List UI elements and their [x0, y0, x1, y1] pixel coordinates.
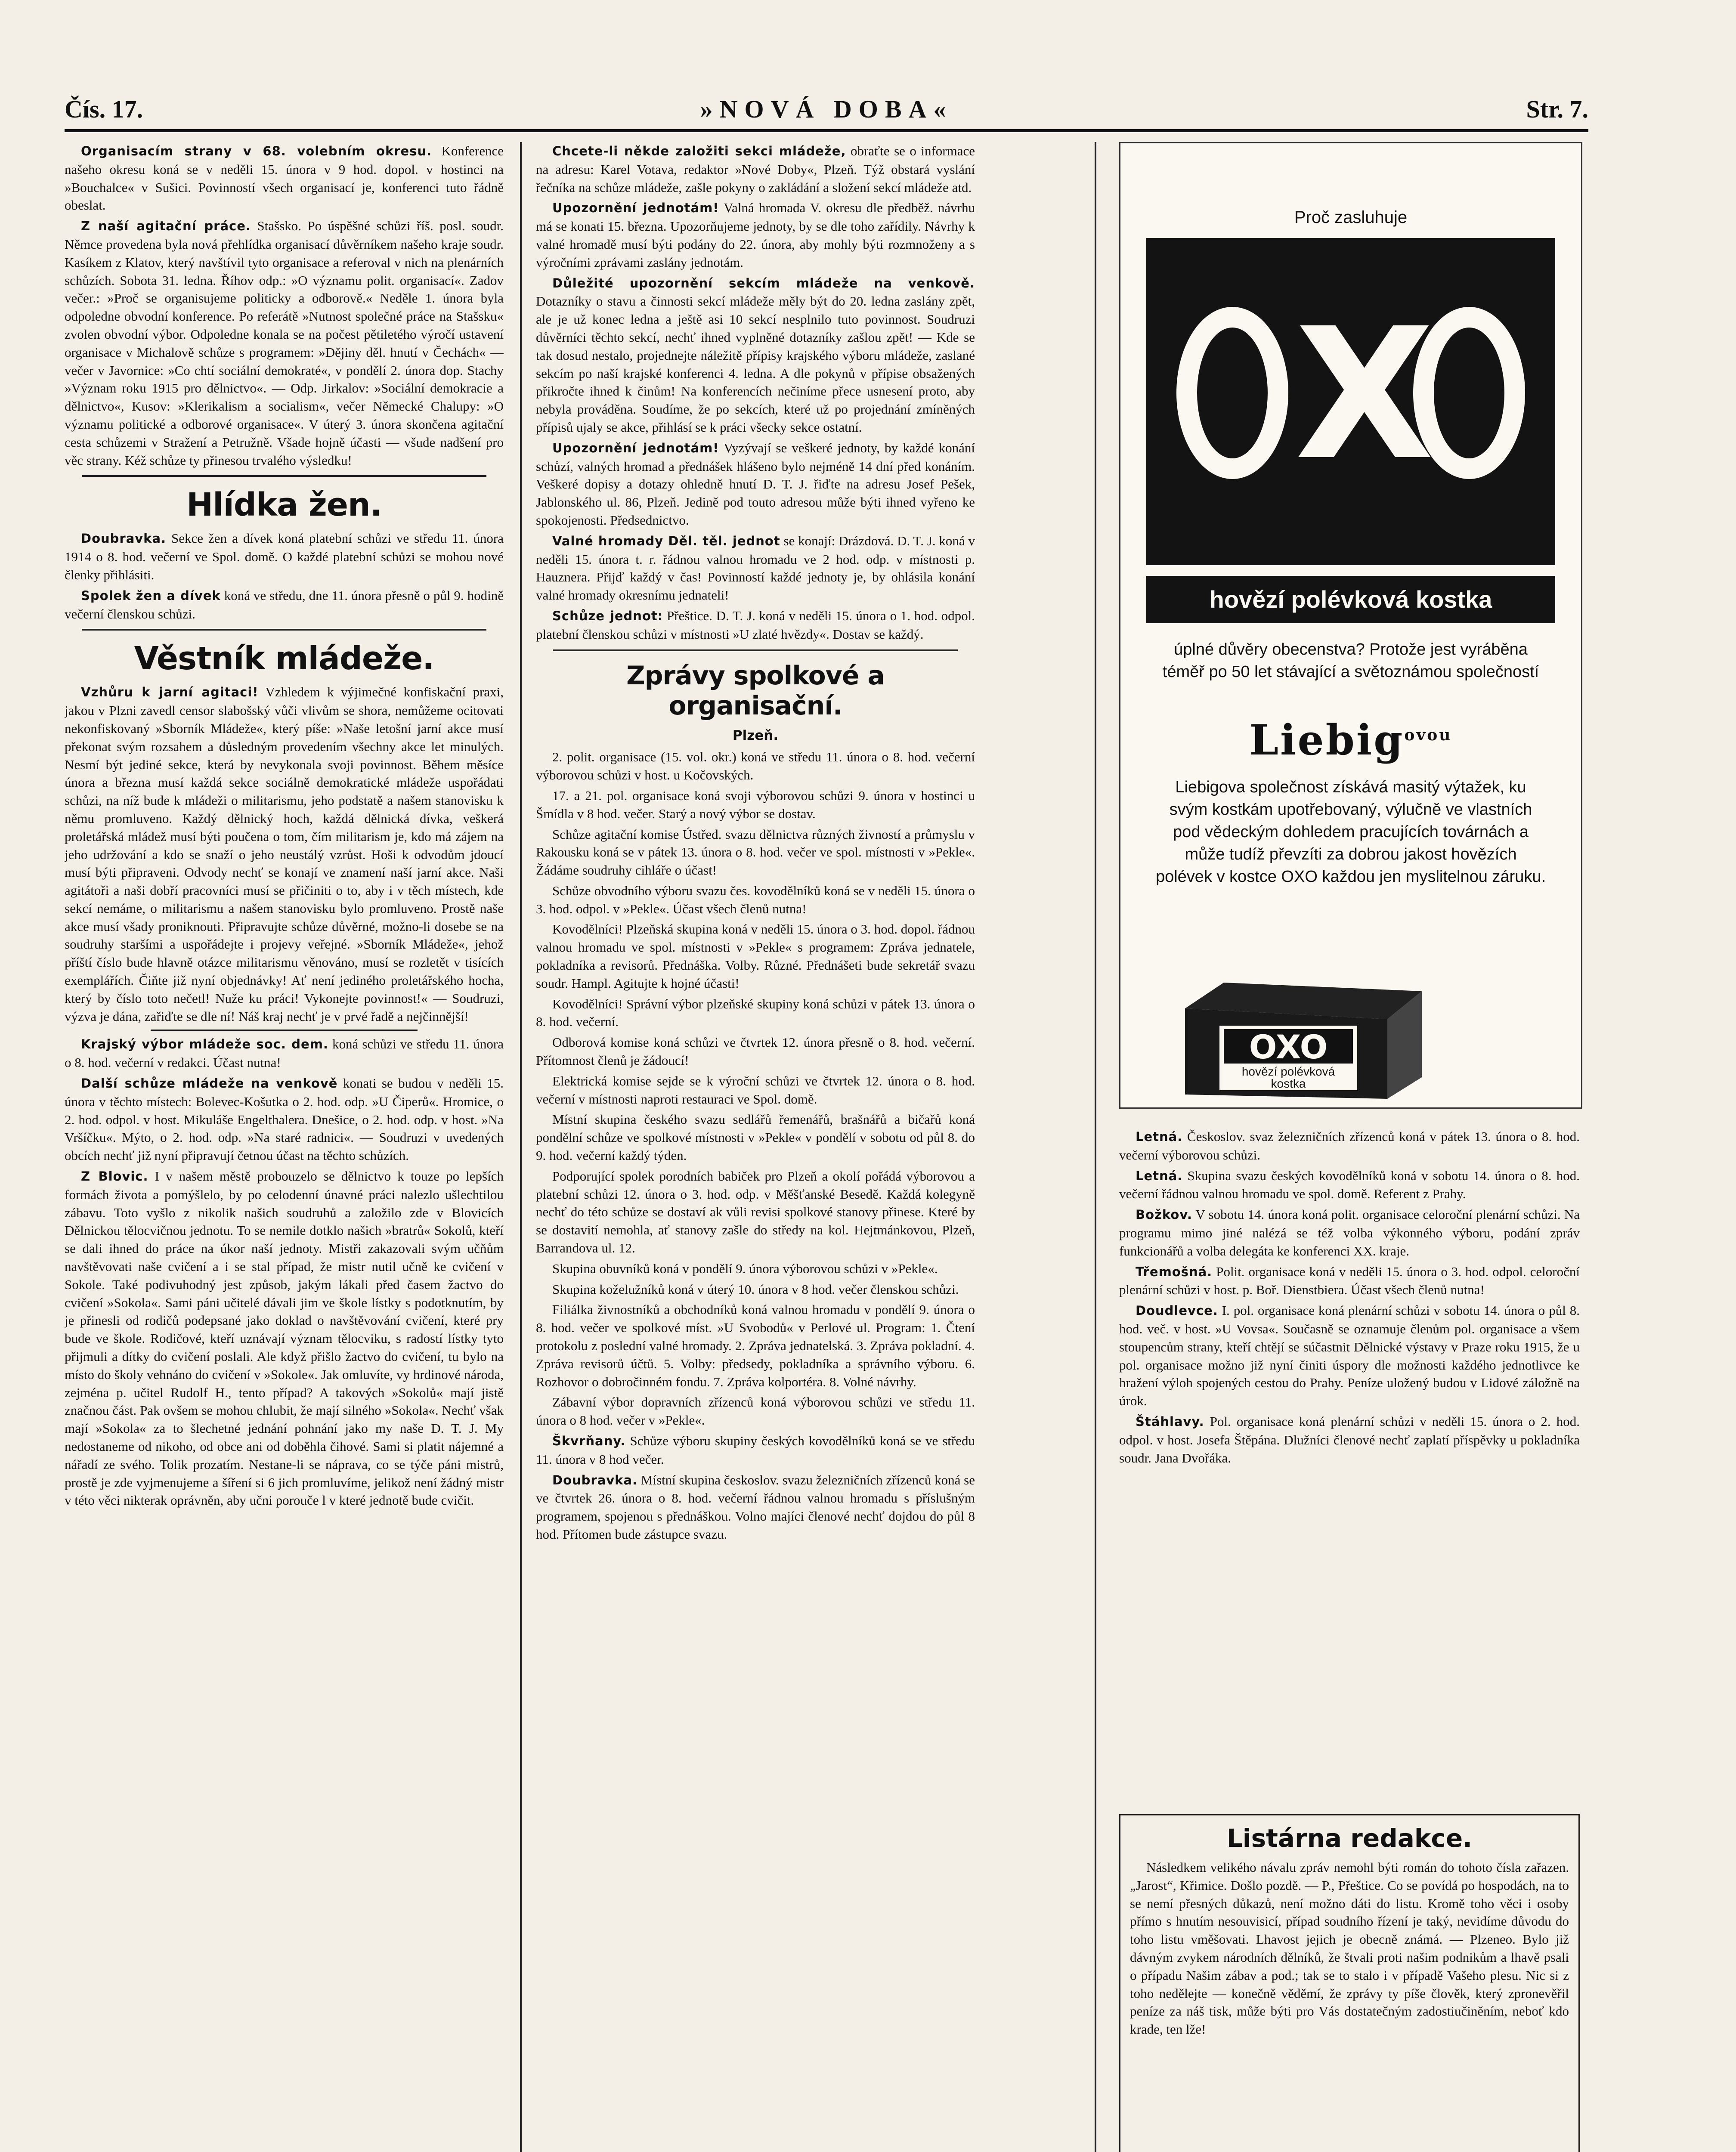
column-1: [65, 142, 504, 2152]
article: [1119, 1302, 1580, 1410]
article: [65, 1074, 504, 1165]
article-text: se konají: Drázdová. D. T. J. koná v neděli 15. února t. r. řádnou valnou hromadu ve 2 hod. odp. v místnosti p. Hauznera. Přijď každý v čas! Povinností každé jednoty je, by ohlásila konání valné hromady okresnímu jednateli!: [536, 533, 975, 603]
section-rule: [553, 649, 958, 651]
article: [65, 217, 504, 469]
article: [1119, 1206, 1580, 1260]
notice: Skupina koželužníků koná v úterý 10. února v 8 hod. večer členskou schůzi.: [552, 1281, 959, 1297]
notice: Podporující spolek porodních babiček pro Plzeň a okolí pořádá výborovou a platební schůzi 12. února o 3. hod. odp. v Měšťanské Besedě. Každá kolegyně nechť do této schůze se dostaví ak vůli revisi spolkové stanovy přinese. Které by se dostavití nemohla, ať stanovy zašle do středy na kol. Hejtmánkovou, Plzeň, Barrandova ul. 12.: [536, 1168, 975, 1256]
article-lead: Letná.: [1136, 1129, 1183, 1144]
maker-name: Liebig: [1249, 716, 1405, 764]
separator: [151, 1030, 418, 1031]
article-lead: Škvrňany.: [552, 1434, 626, 1448]
article-lead: Božkov.: [1136, 1207, 1192, 1222]
article-text: V sobotu 14. února koná polit. organisace celoroční plenární schůzi. Na programu mimo jiné nalézá se též volba výkonného výboru, podání zpráv funkcionářů a volba delegáta ke konferenci XX. kraje.: [1119, 1207, 1580, 1258]
article-text: Schůze výboru skupiny českých kovodělníků koná se ve středu 11. února v 8 hod večer.: [536, 1433, 975, 1467]
cube-drawing: [1172, 978, 1430, 1099]
section-heading-clubs: Zprávy spolkové a organisační.: [626, 660, 885, 721]
article: [536, 1432, 975, 1469]
section-rule: [82, 629, 486, 631]
editorial-letters-box: [1119, 1814, 1580, 2152]
article-text: Dotazníky o stavu a činnosti sekcí mládeže měly být do 20. ledna zaslány zpět, ale je už konec ledna a ještě asi 10 sekcí nesplnilo tuto povinnost. Soudruzi důvěrníci těchto sekcí, nechť ihned vyplněné dotazníky zašlou zpět! — Kde se tak dosud nestalo, projednejte náležitě přípisy krajského výboru mládeže, zaslané sekcím po naší krajské konferenci 4. ledna. A dle pokynů v přípise obsažených přikročte ihned k činům! Na konferencích nečiníme přece usnesení proto, aby nebyla prováděna. Soudíme, že po sekcích, které už po projednání zmíněných přípisů ujaly se akce, přihlásí se k práci všecky sekce ostatní.: [536, 294, 975, 435]
column-divider: [1095, 142, 1096, 2152]
letters-text: Následkem velikého návalu zpráv nemohl býti román do tohoto čísla zařazen. „Jarost“, Křimice. Došlo pozdě. — P., Přeštice. Co se povídá po hospodách, na to se nemí přesných důkazů, není možno dáti do listu. Kromě toho věci i osoby přímo s hnutím nesouvisicí, případ soudního řízení je taký, nevidíme důvodu do toho listu vměšovati. Lhavost jejich je obecně známá. — Plzeneo. Bylo již dávným zvykem národních dělníků, že štvali proti našim podnikům a lhavě psali o případu Našim zábav a pod.; tak se to stalo i v případě Vašeho plesu. Nic si z toho nedělejte — konečně věděmí, že zprávy ty píše člověk, který zpronevěřil peníze za náš tisk, může býti pro Vás dostatečným zadostiučiněním, neboť kdo krade, ten lže!: [1130, 1860, 1569, 2037]
article-text: I. pol. organisace koná plenární schůzi v sobotu 14. února o půl 8. hod. več. v host. »U Vovsa«. Současně se oznamuje členům pol. organisace a všem stoupencům strany, kteří chtějí se súčastnit Dělnické výstavy v Praze roku 1915, že u pol. organisace možno již nyní činiti úspory dle možnosti každého jednotlivce ke hražení výloh spojených cestou do Prahy. Peníze uložený budou v Lidové záložně na úrok.: [1119, 1303, 1580, 1409]
section-heading-women: Hlídka žen.: [186, 486, 382, 524]
section-heading-youth: Věstník mládeže.: [134, 640, 434, 677]
notice: 2. polit. organisace (15. vol. okr.) koná ve středu 11. února o 8. hod. večerní výborovou schůzi v host. u Kočovských.: [536, 749, 975, 783]
ad-text: Liebigova společnost získává masitý výtažek, ku svým kostkám upotřebovaný, výlučně ve vlastních pod vědeckým dohledem pracujících továrnách a může tudíž převzíti za dobrou jakost hovězích polévek v kostce OXO každou jen myslitelnou záruku.: [1155, 778, 1546, 886]
notice: 17. a 21. pol. organisace koná svoji výborovou schůzi 9. února v hostinci u Šmídla v 8 hod. večer. Starý a nový výbor se dostav.: [536, 788, 975, 821]
cube-label-line2: kostka: [1271, 1077, 1306, 1090]
article: [65, 142, 504, 214]
article-lead: Upozornění jednotám!: [552, 201, 719, 216]
article-lead: Letná.: [1136, 1168, 1183, 1183]
notice: Schůze agitační komise Ústřed. svazu dělnictva různých živností a průmyslu v Rakousku koná se v pátek 13. února o 8. hod. večer ve spol. místnosti v »Pekle«. Žádáme soudruhy cihláře o účast!: [536, 826, 975, 878]
page-number: Str. 7.: [1526, 95, 1588, 123]
article-lead: Doubravka.: [552, 1472, 638, 1487]
article-text: koná ve středu, dne 11. února přesně o půl 9. hodině večerní členskou schůzi.: [65, 587, 504, 621]
notice: Odborová komise koná schůzi ve čtvrtek 12. února přesně o 8. hod. večerní. Přítomnost členů je žádoucí!: [536, 1035, 975, 1068]
cube-label-line1: hovězí polévková: [1241, 1065, 1335, 1078]
issue-number: Čís. 17.: [65, 95, 143, 123]
article-text: Konference našeho okresu koná se v neděli 15. února v 9 hod. dopol. v hostinci na »Bouchalce« v Sušici. Povinností všech organisací je, konferenci tuto řádně obeslat.: [65, 143, 504, 213]
article-lead: Doudlevce.: [1136, 1303, 1218, 1318]
article-text: Vyzývají se veškeré jednoty, by každé konání schůzí, valných hromad a přednášek hlášeno bylo nejméně 14 dní před konáním. Veškeré dopisy a dotazy ohledně hnutí D. T. J. řiďte na adresu Josef Pešek, Jablonského ul. 86, Plzeň. Jedině pod touto adresou může býti ihned vyřeno ke spokojenosti. Předsednictvo.: [536, 440, 975, 528]
column-divider: [520, 142, 522, 2152]
article-lead: Z naší agitační práce.: [81, 219, 251, 234]
notice: Zábavní výbor dopravních zřízenců koná výborovou schůzi ve středu 11. února o 8 hod. večer v »Pekle«.: [536, 1394, 975, 1428]
column-2: [536, 142, 975, 2152]
article: [1119, 1128, 1580, 1164]
ad-headline: Proč zasluhuje: [1294, 208, 1408, 227]
article-text: koná schůzi ve středu 11. února o 8. hod. večerní v redakci. Účast nutna!: [65, 1036, 504, 1070]
article-text: Přeštice. D. T. J. koná v neděli 15. února o 1. hod. odpol. platební členskou schůzi v místnosti »U zlaté hvězdy«. Dostav se každý.: [536, 608, 975, 642]
article-text: Českoslov. svaz železničních zřízenců koná v pátek 13. února o 8. hod. večerní výborovou schůzi.: [1119, 1129, 1580, 1163]
notice: Kovodělníci! Plzeňská skupina koná v neděli 15. února o 3. hod. dopol. řádnou valnou hromadu ve spol. místnosti v »Pekle« s programem: Zpráva jednatele, pokladníka a revisorů. Přednáška. Volby. Různé. Přednášeti bude sekretář svazu soudr. Hampl. Agitujte k hojné účasti!: [536, 921, 975, 991]
article-lead: Upozornění jednotám!: [552, 440, 719, 455]
article-text: obraťte se o informace na adresu: Karel Votava, redaktor »Nové Doby«, Plzeň. Týž obstará vyslání řečníka na schůze mládeže, zašle pokyny o zakládání a složení sekcí mládeže atd.: [536, 143, 975, 195]
article: [536, 274, 975, 436]
article-text: Pol. organisace koná plenární schůzi v neděli 15. února o 2. hod. odpol. v host. Josefa Štěpána. Dlužníci členové nechť zaplatí příspěvky u pokladníka soudr. Jana Dvořáka.: [1119, 1413, 1580, 1466]
article-text: konati se budou v neděli 15. února v těchto místech: Bolevec-Košutka o 2. hod. odp. »U Čiperů«. Hromice, o 2. hod. odpol. v host. Mikuláše Engelthalera. Dnešice, o 2. hod. odp. v host. »Na Vršíčku«. Mýto, o 2. hod. odp. »Na staré radnici«. — Soudruzi v uvedených obcích nechť již nyní připravují četnou účast na těchto schůzích.: [65, 1076, 504, 1163]
article: [536, 439, 975, 529]
article: [65, 1167, 504, 1509]
notice: Skupina obuvníků koná v pondělí 9. února výborovou schůzi v »Pekle«.: [552, 1261, 938, 1276]
article: [536, 1471, 975, 1543]
article-lead: Krajský výbor mládeže soc. dem.: [81, 1037, 328, 1052]
article-lead: Chcete-li někde založiti sekci mládeže,: [552, 144, 846, 158]
cube-brand: OXO: [1249, 1028, 1328, 1066]
article-text: Valná hromada V. okresu dle předběž. návrhu má se konati 15. března. Upozorňujeme jednoty, by se dle toho zařídily. Návrhy k valné hromadě musí býti podány do 22. února, aby mohly býti rozmnoženy a s výročními zprávami zaslány jednotám.: [536, 200, 975, 270]
logo-letter-o-left: [1176, 307, 1288, 479]
newspaper-title: »NOVÁ DOBA«: [700, 95, 953, 123]
notice: Elektrická komise sejde se k výroční schůzi ve čtvrtek 12. února o 8. hod. večerní v místnosti naproti restauraci ve Spol. domě.: [536, 1073, 975, 1107]
article: [536, 142, 975, 196]
logo-letter-o-right: [1413, 307, 1525, 479]
ad-product-band: hovězí polévková kostka: [1146, 576, 1555, 623]
article-lead: Z Blovic.: [81, 1169, 149, 1184]
oxo-advertisement: [1119, 142, 1582, 1109]
article-lead: Štáhlavy.: [1136, 1414, 1204, 1429]
article-text: Stašsko. Po úspěšné schůzi říš. posl. soudr. Němce provedena byla nová přehlídka organisací důvěrníkem našeho kraje soudr. Kasíkem z Klatov, který navštívil tyto organisace a referoval v nich na plenárních schůzích. Sobota 31. ledna. Říhov odp.: »O významu polit. organisací«. Zadov večer.: »Proč se organisujeme politicky a odborově.« Neděle 1. února byla odpoledne obvodní konference. Po referátě »Nutnost společné práce na Stašsku« zvolen obvodní výbor. Odpoledne konala se na počest pětiletého výročí ustavení organisace v Michalově schůze s programem: »Dějiny děl. hnutí v Čechách« — večer v Javornice: »Co chtí sociální demokraté«, v pondělí 2. února dop. Stachy »Význam roku 1915 pro dělnictvo«. — Odp. Jirkalov: »Sociální demokracie a dělnictvo«, Kusov: »Klerikalism a socialism«, večer Německé Chalupy: »O významu politické a odborové organisace«. V úterý 3. února skončena agitační cesta schůzemi v Stražení a Petružně. Všade hojně účasti — všude nadšení pro věc strany. Kéž schůze ty přinesou trvalého výsledku!: [65, 218, 504, 468]
article: [65, 529, 504, 584]
article: [65, 683, 504, 1025]
notice: Schůze obvodního výboru svazu čes. kovodělníků koná se v neděli 15. února o 3. hod. odpol. v »Pekle«. Účast všech členů nutna!: [536, 883, 975, 916]
section-rule: [82, 475, 486, 477]
article: [1119, 1263, 1580, 1299]
article-lead: Valné hromady Děl. těl. jednot: [552, 533, 780, 548]
article: [1119, 1413, 1580, 1467]
article: [1119, 1167, 1580, 1203]
article-lead: Spolek žen a dívek: [81, 588, 221, 603]
article-lead: Další schůze mládeže na venkově: [81, 1076, 338, 1091]
ad-text: úplné důvěry obecenstva? Protože jest vyráběna téměř po 50 let stávající a světoznámou společností: [1162, 640, 1539, 681]
subsection-plzen: Plzeň.: [732, 727, 779, 743]
article-lead: Třemošná.: [1136, 1264, 1213, 1279]
header-rule: [65, 129, 1588, 132]
article-text: Vzhledem k výjimečné konfiskační praxi, jakou v Plzni zavedl censor slabošský vůči vlivům se shora, nemůžeme ocitovati nekonfiskovaný »Sborník Mládeže«, který píše: »Naše letošní jarní akce musí překonat svým rozsahem a důsledným provedením všechny akce let minulých. Nesmí být jediné sekce, která by nevykonala svoji povinnost. Během měsíce února a března musí každá sekce sociálně demokratické mládeže uspořádati schůzi, na níž bude k mládeži o militarismu, jeho podstatě a našem stanovisku k němu promluveno. Každý dělnický hoch, každá dělnická dívka, veškerá proletářská mládež musí býti poučena o tom, čím militarism je, kdo má zájem na jeho udržování a kdo se snaží o jeho neustálý vzrůst. Hoši k odvodům jdoucí musí býti připraveni. Odvody nechť se konají ve znamení naší jarní akce. Naši agitátoři a naši dobří pracovníci musí se přičiniti o to, aby i v těch místech, kde sekcí nemáme, o militarismu a našem stanovisku bylo promluveno. Prostě naše akce musí všady proniknouti. Připravujte schůze důvěrné, možno-li dosebe se na soudruhy staršími a uspořádejte i projevy veřejné. »Sborník Mládeže«, jehož příští číslo bude hlavně otázce militarismu věnováno, musí se rozletět v tisících exemplářích. Čiňte již nyní objednávky! Ať není jediného proletářského hocha, který by číslo toto nečetl! Nuže ku práci! Vykonejte povinnost!« — Soudruzi, výzva je dána, zařiďte se dle ní! Náš kraj nechť je v prvé řadě a nejčinnější!: [65, 684, 504, 1024]
article: [536, 532, 975, 604]
oxo-cube-illustration: [1172, 978, 1430, 1142]
article-lead: Vzhůru k jarní agitaci!: [81, 685, 259, 700]
article-text: Místní skupina českoslov. svazu železničních zřízenců koná se ve čtvrtek 26. února o 8. hod. večerní řádnou valnou hromadu s příslušným programem, spojenou s přednáškou. Volno majíci členové nechť dojdou do půl 8 hod. Přítomen bude zástupce svazu.: [536, 1472, 975, 1542]
ad-maker: [1120, 716, 1581, 764]
page-header: [65, 95, 1588, 129]
article: [536, 607, 975, 643]
column-3: [1119, 1128, 1580, 1799]
article-text: Sekce žen a dívek koná platební schůzi ve středu 11. února 1914 o 8. hod. večerní ve Spol. domě. O každé platební schůzi se mohou nové členky přihlásiti.: [65, 531, 504, 582]
article-lead: Schůze jednot:: [552, 608, 663, 623]
article: [536, 199, 975, 271]
article-text: Skupina svazu českých kovodělníků koná v sobotu 14. února o 8. hod. večerní řádnou valnou hromadu ve spol. domě. Referent z Prahy.: [1119, 1168, 1580, 1202]
article-text: Polit. organisace koná v neděli 15. února o 3. hod. odpol. celoroční plenární schůzi v host. p. Boř. Dienstbiera. Účast všech členů nutna!: [1119, 1264, 1580, 1298]
article: [65, 587, 504, 623]
article-lead: Důležité upozornění sekcím mládeže na venkově.: [552, 275, 975, 291]
notice: Filiálka živnostníků a obchodníků koná valnou hromadu v pondělí 9. února o 8. hod. večer ve spolkové míst. »U Svobodů« v Perlové ul. Program: 1. Čtení protokolu z poslední valné hromady. 2. Zpráva jednatelská. 3. Zpráva pokladní. 4. Zpráva revisorů účtů. 5. Volby: předsedy, pokladníka a správního výboru. 6. Rozhovor o dobročinném fondu. 7. Zpráva kolportéra. 8. Volné návrhy.: [536, 1302, 975, 1389]
oxo-logo: [1146, 238, 1555, 565]
article-text: I v našem městě probouzelo se dělnictvo k touze po lepších formách života a pomýšlelo, by po celodenní únavné práci nalezlo ušlechtilou zábavu. Toto vyšlo z nikolik našich soudruhů a založilo zde v Blovicích Dělnickou tělocvičnou jednotu. To se nemile dotklo našich »bratrů« Sokolů, kteří se dali ihned do práce na úkor naší jednoty. Mistři zakazovali svým učňům navštěvovati naše cvičení a i se stal případ, že mistr nutil učně ke cvičení v Sokole. Také podivuhodný jest způsob, jakým lákali před časem žactvo do cvičení »Sokola«. Sami páni učitelé dávali jim ve škole lístky s podotknutím, by je přinesli od rodičů podepsané jako doklad o navštěvování cvičení, které pry bude ve škole. Rodičové, kteří uznávají význam tělocviku, s radostí lístky tyto přijmuli a dítky do cvičení poslali. Ale když přišlo žactvo do cvičení, tu bylo na místo do školy vehnáno do cvičení v »Sokole«. Jak omluvíte, vy hrdinové národa, zejména p. učitel Rudolf H., tento případ? A takových »Sokolů« mají jistě značnou část. Pak ovšem se mohou chlubit, že mají silného »Sokola«. Nechť však mají »Sokola« za to šlechetné jednání pohnání jako my naše D. T. J. My nedostaneme od nikoho, od obce ani od doběhla čihové. Sami si platit nájemné a nářadí ze svého. Tolik prozatím. Nestane-li se náprava, co se týče páni mistrů, prostě je zde vyjmenujeme a šíření si 6 jich promluvíme, jelikož není žádný mistr v této věci nikterak oprávněn, aby učni porouče l v které jednotě bude cvičit.: [65, 1169, 504, 1508]
notice: Kovodělníci! Správní výbor plzeňské skupiny koná schůzi v pátek 13. února o 8. hod. večerní.: [536, 996, 975, 1030]
article-lead: Organisacím strany v 68. volebním okresu.: [81, 144, 432, 158]
notice: Místní skupina českého svazu sedlářů řemenářů, brašnářů a bičařů koná pondělní schůze ve spolkové místnosti v »Pekle« v pondělí v sobotu od půl 8. do 9. hod. večerní každý týden.: [536, 1112, 975, 1163]
letters-title: Listárna redakce.: [1226, 1824, 1473, 1853]
maker-suffix: ovou: [1404, 726, 1452, 744]
article: [65, 1035, 504, 1072]
article-lead: Doubravka.: [81, 531, 167, 546]
logo-letter-x: X: [1295, 290, 1434, 500]
